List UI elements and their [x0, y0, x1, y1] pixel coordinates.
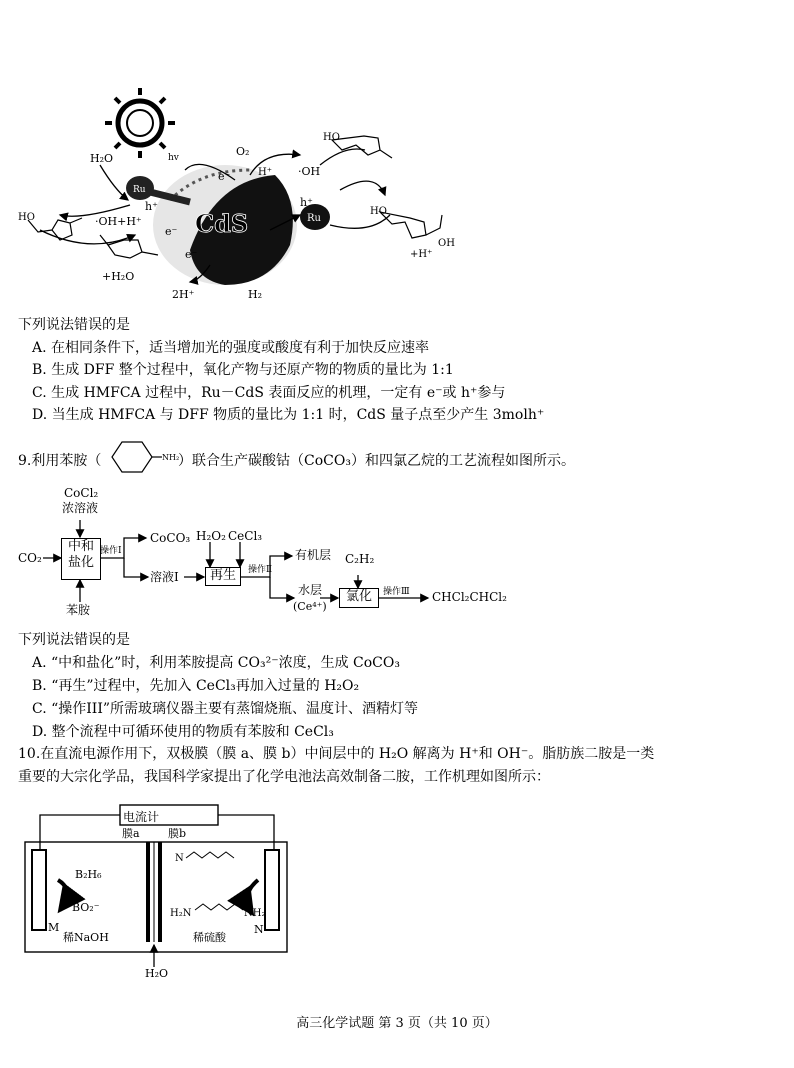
- h2-label: H₂: [248, 288, 263, 301]
- q8-option-c: C. 生成 HMFCA 过程中，Ru－CdS 表面反应的机理，一定有 e⁻或 h⁺参与: [32, 385, 506, 401]
- electrode-n-label: N: [254, 923, 264, 936]
- flow-co2: CO₂: [18, 551, 42, 565]
- b2h6-label: B₂H₆: [75, 868, 102, 881]
- q8-option-a: A. 在相同条件下，适当增加光的强度或酸度有利于加快反应速率: [32, 340, 430, 356]
- q8-option-b: B. 生成 DFF 整个过程中，氧化产物与还原产物的物质的量比为 1:1: [32, 362, 454, 378]
- flow-op3: 操作Ⅲ: [383, 587, 410, 597]
- q8-option-d: D. 当生成 HMFCA 与 DFF 物质的量比为 1:1 时，CdS 量子点至少产生 3molh⁺: [32, 407, 545, 423]
- flow-box-neutralize-line2: 盐化: [67, 555, 94, 570]
- page-footer: 高三化学试题 第 3 页（共 10 页）: [296, 1016, 498, 1031]
- flow-cocl2-solution: 浓溶液: [62, 501, 99, 515]
- meter-label: 电流计: [123, 810, 160, 824]
- q9-stem-a: 9.利用苯胺（: [18, 453, 102, 469]
- q8-stem: 下列说法错误的是: [18, 317, 130, 333]
- nh2-label: NH₂: [244, 908, 266, 919]
- two-h-label: 2H⁺: [172, 288, 195, 301]
- flow-h2o2: H₂O₂: [196, 529, 226, 543]
- molecule-hmf-top: [332, 136, 392, 158]
- ru-left-label: Ru: [133, 185, 146, 195]
- cds-label: CdS: [195, 209, 249, 238]
- bo2-label: BO₂⁻: [72, 901, 100, 914]
- photocatalysis-figure: [0, 0, 794, 310]
- flow-product: CHCl₂CHCl₂: [432, 590, 507, 604]
- hv-label: hv: [168, 153, 179, 163]
- q10-line2: 重要的大宗化学品，我国科学家提出了化学电池法高效制备二胺，工作机理如图所示：: [18, 769, 550, 785]
- q9-stem2: 下列说法错误的是: [18, 632, 130, 648]
- molecule-dff: [100, 235, 158, 258]
- ho-top-label: HO: [323, 132, 340, 143]
- ru-right-label: Ru: [307, 213, 321, 224]
- flow-c2h2: C₂H₂: [345, 552, 375, 566]
- flow-box-chlorinate: 氯化: [339, 588, 379, 608]
- flow-cecl3: CeCl₃: [228, 529, 263, 543]
- q10-line1: 10.在直流电源作用下，双极膜（膜 a、膜 b）中间层中的 H₂O 解离为 H⁺和 OH⁻。脂肪族二胺是一类: [18, 746, 655, 762]
- flow-box-neutralize-line1: 中和: [67, 539, 94, 554]
- q9-option-c: C. “操作III”所需玻璃仪器主要有蒸馏烧瓶、温度计、酒精灯等: [32, 701, 419, 717]
- e-label-3: e⁻: [185, 248, 198, 261]
- flow-op1: 操作Ⅰ: [100, 546, 122, 556]
- e-label-2: e⁻: [165, 225, 178, 238]
- oh-top-label: ·OH: [298, 165, 321, 178]
- flow-aniline: 苯胺: [66, 603, 91, 617]
- flow-box-neutralize: [61, 538, 101, 580]
- flow-ce4: (Ce⁴⁺): [293, 600, 327, 613]
- h2n-label: H₂N: [170, 908, 192, 919]
- nitrile-n-label: N: [175, 853, 184, 864]
- e-label-1: e⁻: [218, 170, 231, 183]
- q9-stem-b: ）联合生产碳酸钴（CoCO₃）和四氯乙烷的工艺流程如图所示。: [178, 453, 575, 469]
- flow-op2: 操作Ⅱ: [248, 565, 273, 575]
- q9-option-d: D. 整个流程中可循环使用的物质有苯胺和 CeCl₃: [32, 724, 334, 740]
- electrochemical-cell: [0, 795, 794, 985]
- membrane-a-label: 膜a: [122, 827, 140, 840]
- flow-box-regenerate: 再生: [205, 567, 241, 586]
- aniline-structure: [104, 436, 184, 478]
- flow-organic-layer: 有机层: [295, 548, 332, 562]
- ho-bottom-label: HO: [370, 206, 387, 217]
- plus-h2o-label: +H₂O: [102, 270, 135, 283]
- electrode-m-label: M: [48, 921, 60, 934]
- sun-icon: [105, 88, 175, 158]
- membrane-b-label: 膜b: [168, 827, 187, 840]
- q9-option-a: A. “中和盐化”时，利用苯胺提高 CO₃²⁻浓度，生成 CoCO₃: [32, 655, 400, 671]
- flow-cocl2: CoCl₂: [64, 486, 99, 500]
- plus-h-label: +H⁺: [410, 249, 433, 260]
- q9-option-b: B. “再生”过程中，先加入 CeCl₃再加入过量的 H₂O₂: [32, 678, 360, 694]
- hplus-top-label: H⁺: [258, 167, 272, 178]
- oh-h-label: ·OH+H⁺: [95, 215, 142, 228]
- h2o-cell-label: H₂O: [145, 967, 169, 980]
- hole-left-label: h⁺: [145, 200, 158, 213]
- h2so4-label: 稀硫酸: [193, 931, 226, 944]
- flow-filtrate: 溶液Ⅰ: [150, 570, 179, 584]
- oh-acid-label: OH: [438, 238, 455, 249]
- naoh-label: 稀NaOH: [63, 931, 109, 944]
- o2-label: O₂: [236, 145, 250, 158]
- svg-text:NH₂: NH₂: [162, 453, 180, 462]
- ho-left-label: HO: [18, 212, 35, 223]
- hole-right-label: h⁺: [300, 196, 313, 209]
- flow-coco3: CoCO₃: [150, 531, 191, 545]
- flow-aqueous-layer: 水层: [298, 583, 323, 597]
- h2o-label: H₂O: [90, 152, 114, 165]
